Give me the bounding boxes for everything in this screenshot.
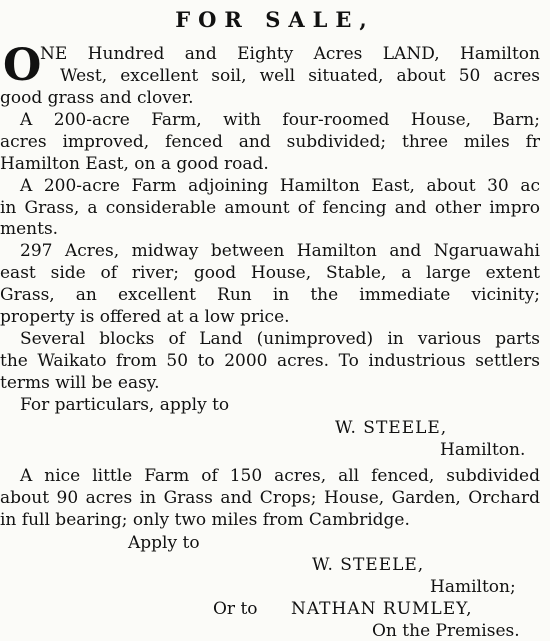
ad1-para5-line3: terms will be easy. <box>0 372 160 393</box>
headline: FOR SALE, <box>175 7 375 32</box>
ad2-or-to: Or to <box>213 598 258 619</box>
ad1-signer-name: W. STEELE, <box>335 417 448 438</box>
ad1-apply-line: For particulars, apply to <box>20 394 230 415</box>
ad1-para5-line1: Several blocks of Land (unimproved) in various parts <box>20 328 540 349</box>
advertisement-land-for-sale <box>0 40 540 461</box>
ad1-para4-line1: 297 Acres, midway between Hamilton and Ngaruawahi <box>20 241 540 262</box>
ad1-para1-line3: good grass and clover. <box>0 88 194 108</box>
ad1-para1-line2: West, excellent soil, well situated, about 50 acres <box>60 66 540 86</box>
ad2-line2: about 90 acres in Grass and Crops; House, Garden, Orchard <box>0 487 540 508</box>
ad2-signer-name: W. STEELE, <box>312 554 425 575</box>
drop-cap-letter: O <box>3 40 42 91</box>
ad1-signer-place: Hamilton. <box>440 439 526 460</box>
ad2-alternate-contact <box>0 598 540 620</box>
ad2-signer-place: Hamilton; <box>430 576 516 597</box>
ad1-para1-line1: NE Hundred and Eighty Acres LAND, Hamilton <box>40 44 540 64</box>
ad1-para5-line2: the Waikato from 50 to 2000 acres. To industrious settlers <box>0 350 540 371</box>
ad1-para4-line4: property is offered at a low price. <box>0 307 290 328</box>
ad2-alternate-place: On the Premises. <box>372 620 520 641</box>
ad1-para3-line2: in Grass, a considerable amount of fencing and other impro <box>0 197 540 218</box>
ad1-para3-line3: ments. <box>0 219 59 240</box>
first-paragraph-opening <box>0 40 540 91</box>
ad1-para4-line2: east side of river; good House, Stable, a large extent <box>0 263 540 284</box>
ad2-alternate-name: NATHAN RUMLEY, <box>290 598 473 619</box>
ad2-apply-line: Apply to <box>128 532 200 553</box>
ad1-para4-line3: Grass, an excellent Run in the immediate vicinity; <box>0 285 540 306</box>
advertisement-farm-for-sale <box>0 466 540 642</box>
ad1-para2-line3: Hamilton East, on a good road. <box>0 153 269 174</box>
ad1-para2-line2: acres improved, fenced and subdivided; three miles fr <box>0 131 540 152</box>
ad1-para3-line1: A 200-acre Farm adjoining Hamilton East, about 30 ac <box>20 175 540 196</box>
ad1-para2-line1: A 200-acre Farm, with four-roomed House, Barn; <box>20 109 540 130</box>
ad2-line1: A nice little Farm of 150 acres, all fenced, subdivided <box>20 466 540 486</box>
ad2-line3: in full bearing; only two miles from Cambridge. <box>0 509 410 530</box>
